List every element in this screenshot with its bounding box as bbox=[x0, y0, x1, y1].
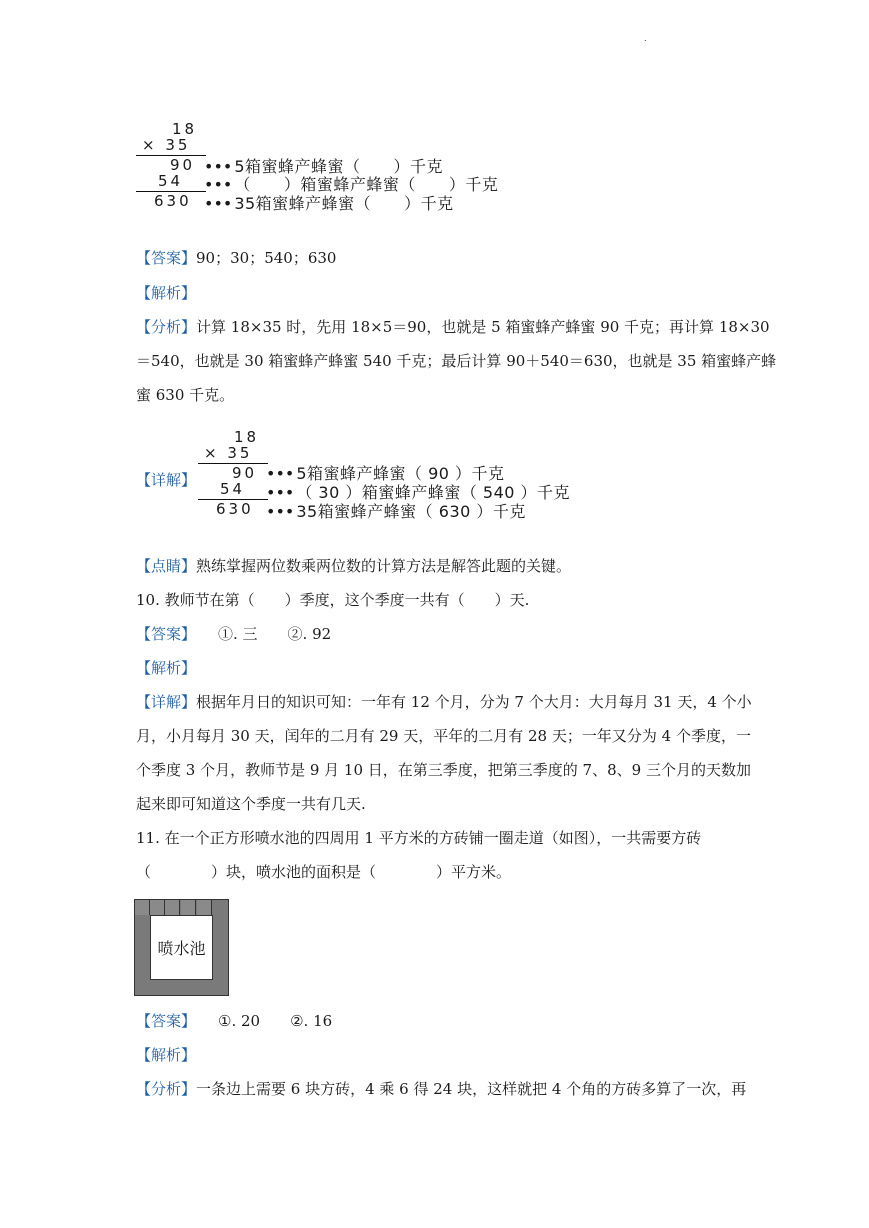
analysis-tag: 【解析】 bbox=[136, 1046, 197, 1064]
multiplier: × 35 bbox=[142, 136, 191, 154]
q10-detail-line-1 bbox=[136, 692, 752, 712]
total-product: 630 bbox=[154, 192, 192, 210]
q9-detail-tag bbox=[136, 470, 196, 490]
multiplier: × 35 bbox=[204, 444, 253, 462]
analysis-tag: 【解析】 bbox=[136, 659, 197, 677]
multiplication-figure-filled bbox=[198, 428, 571, 523]
dianjing-tag: 【点睛】 bbox=[136, 557, 197, 575]
answer-tag: 【答案】 bbox=[136, 249, 197, 267]
q11-fenxi-line-1 bbox=[136, 1079, 746, 1099]
total-product: 630 bbox=[216, 500, 254, 518]
tile bbox=[165, 900, 180, 915]
fenxi-tag: 【分析】 bbox=[136, 318, 197, 336]
q10-detail-line-2: 月，小月每月 30 天，闰年的二月有 29 天，平年的二月有 28 天；一年又分为 4 个季度，一 bbox=[136, 727, 751, 745]
calc-row-3 bbox=[204, 191, 454, 214]
answer-text: ①. 20 ②. 16 bbox=[218, 1012, 333, 1030]
fountain-label: 喷水池 bbox=[150, 915, 213, 980]
q10-answer bbox=[136, 624, 331, 644]
q11-question-line-2: （ ）块，喷水池的面积是（ ）平方米。 bbox=[136, 863, 512, 881]
q9-fenxi-line-3: 蜜 630 千克。 bbox=[136, 386, 235, 404]
partial-product-1: 90 bbox=[232, 464, 258, 482]
row-3-text: 35箱蜜蜂产蜂蜜（ 630 ）千克 bbox=[296, 502, 526, 521]
q11-analysis-tag bbox=[136, 1045, 196, 1065]
partial-product-2: 54 bbox=[158, 172, 184, 190]
multiplicand: 18 bbox=[234, 428, 260, 446]
fountain-diagram bbox=[134, 899, 229, 996]
dots-3: ••• bbox=[204, 194, 233, 213]
q9-fenxi-line-2: ＝540，也就是 30 箱蜜蜂产蜂蜜 540 千克；最后计算 90＋540＝630，也就是 35 箱蜜蜂产蜂 bbox=[136, 352, 777, 370]
dots-1: ••• bbox=[204, 157, 233, 176]
row-3-text: 35箱蜜蜂产蜂蜜（ ）千克 bbox=[234, 194, 454, 213]
multiplicand: 18 bbox=[172, 120, 198, 138]
detail-text-1: 根据年月日的知识可知：一年有 12 个月，分为 7 个大月：大月每月 31 天，4 个小 bbox=[196, 693, 752, 711]
q11-question-line-1: 11. 在一个正方形喷水池的四周用 1 平方米的方砖铺一圈走道（如图），一共需要方砖 bbox=[136, 829, 702, 847]
answer-tag: 【答案】 bbox=[136, 625, 197, 643]
dots-2: ••• bbox=[266, 483, 295, 502]
tile bbox=[197, 900, 212, 915]
q10-question: 10. 教师节在第（ ）季度，这个季度一共有（ ）天. bbox=[136, 591, 530, 609]
q10-analysis-tag bbox=[136, 658, 196, 678]
q9-fenxi-line-1 bbox=[136, 317, 770, 337]
answer-text: ①. 三 ②. 92 bbox=[218, 625, 332, 643]
detail-tag: 【详解】 bbox=[136, 693, 197, 711]
multiplication-figure-blank bbox=[136, 120, 499, 215]
answer-tag: 【答案】 bbox=[136, 1012, 197, 1030]
q9-analysis-tag bbox=[136, 283, 196, 303]
q11-answer bbox=[136, 1011, 332, 1031]
q9-answer bbox=[136, 248, 336, 268]
dots-1: ••• bbox=[266, 464, 295, 483]
tile bbox=[135, 900, 150, 915]
fenxi-text-1: 一条边上需要 6 块方砖，4 乘 6 得 24 块，这样就把 4 个角的方砖多算了一次，再 bbox=[196, 1080, 747, 1098]
partial-product-1: 90 bbox=[170, 156, 196, 174]
detail-tag: 【详解】 bbox=[136, 471, 197, 489]
row-1-text: 5箱蜜蜂产蜂蜜（ 90 ）千克 bbox=[296, 464, 505, 483]
tile bbox=[181, 900, 196, 915]
dots-3: ••• bbox=[266, 502, 295, 521]
answer-text: 90；30；540；630 bbox=[196, 249, 337, 267]
analysis-tag: 【解析】 bbox=[136, 284, 197, 302]
dianjing-text: 熟练掌握两位数乘两位数的计算方法是解答此题的关键。 bbox=[196, 557, 572, 575]
q10-detail-line-3: 个季度 3 个月，教师节是 9 月 10 日，在第三季度，把第三季度的 7、8、9 三个月的天数加 bbox=[136, 761, 751, 779]
q9-dianjing bbox=[136, 556, 571, 576]
fenxi-text-1: 计算 18×35 时，先用 18×5＝90，也就是 5 箱蜜蜂产蜂蜜 90 千克；再计算 18×30 bbox=[196, 318, 770, 336]
row-2-text: （ ）箱蜜蜂产蜂蜜（ ）千克 bbox=[234, 175, 499, 194]
page-marker: . bbox=[644, 34, 647, 43]
partial-product-2: 54 bbox=[220, 480, 246, 498]
row-2-text: （ 30 ）箱蜜蜂产蜂蜜（ 540 ）千克 bbox=[296, 483, 571, 502]
q10-detail-line-4: 起来即可知道这个季度一共有几天. bbox=[136, 795, 366, 813]
calc-row-3 bbox=[266, 499, 526, 522]
tile bbox=[150, 900, 165, 915]
fenxi-tag: 【分析】 bbox=[136, 1080, 197, 1098]
row-1-text: 5箱蜜蜂产蜂蜜（ ）千克 bbox=[234, 157, 443, 176]
dots-2: ••• bbox=[204, 175, 233, 194]
